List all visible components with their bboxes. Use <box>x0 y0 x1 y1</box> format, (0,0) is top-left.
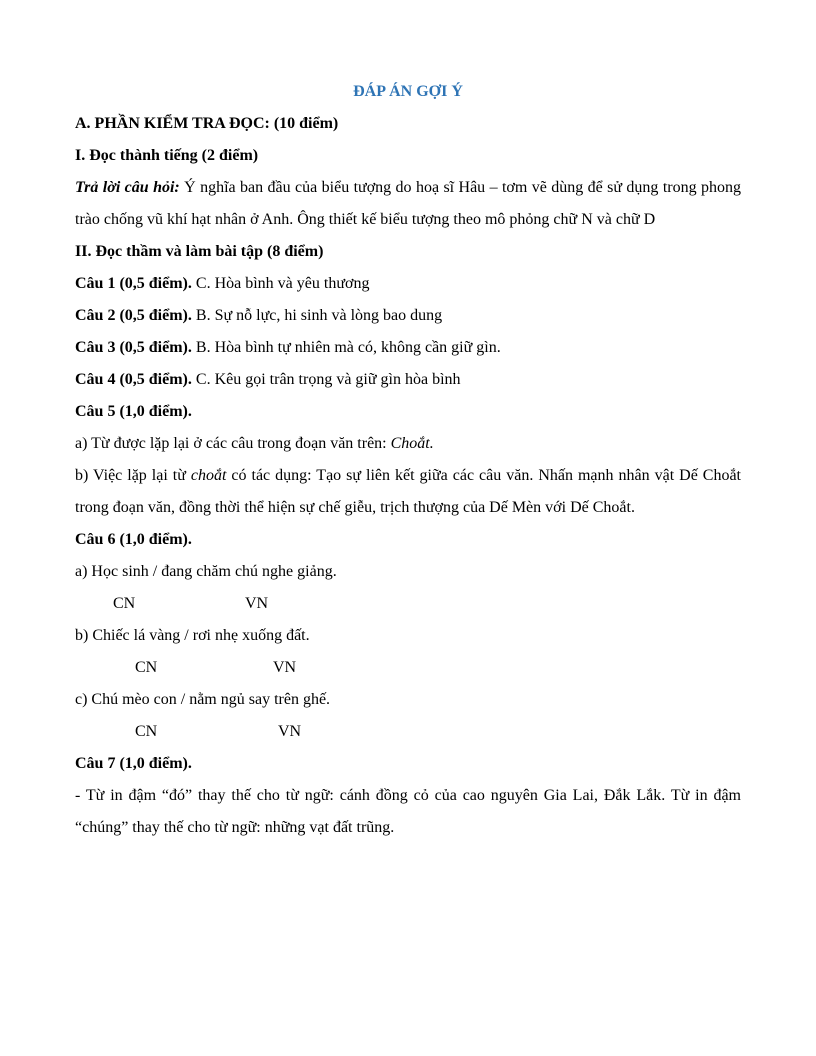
section-1-heading: I. Đọc thành tiếng (2 điểm) <box>75 147 259 164</box>
subject-label: CN <box>113 595 136 612</box>
question-label: Trả lời câu hỏi: <box>75 179 180 196</box>
q6-labels-c <box>75 716 741 748</box>
section-a-heading: A. PHẦN KIỂM TRA ĐỌC: (10 điểm) <box>75 115 339 132</box>
q5-heading: Câu 5 (1,0 điểm). <box>75 403 192 420</box>
section-2-heading: II. Đọc thầm và làm bài tập (8 điểm) <box>75 243 324 260</box>
page-title: ĐÁP ÁN GỢI Ý <box>353 83 463 100</box>
reading-question-answer <box>75 172 741 236</box>
subject-label: CN <box>135 659 158 676</box>
q7-heading: Câu 7 (1,0 điểm). <box>75 755 192 772</box>
question-answer-text: Ý nghĩa ban đầu của biểu tượng do hoạ sĩ Hâu – tơm vẽ dùng để sử dụng trong phong trào chống vũ khí hạt nhân ở Anh. Ông thiết kế biểu tượng theo mô phỏng chữ N và chữ D <box>75 179 741 228</box>
subject-label: CN <box>135 723 158 740</box>
answer-q3: Câu 3 (0,5 điểm). B. Hòa bình tự nhiên mà có, không cần giữ gìn. <box>75 339 501 356</box>
q6-labels-a <box>75 588 741 620</box>
predicate-label: VN <box>273 659 297 676</box>
q6-sentence-b: b) Chiếc lá vàng / rơi nhẹ xuống đất. <box>75 627 310 644</box>
q5-part-b: b) Việc lặp lại từ choắt có tác dụng: Tạo sự liên kết giữa các câu văn. Nhấn mạnh nhân vật Dế Choắt trong đoạn văn, đồng thời thể hiện sự chế giễu, trịch thượng của Dế Mèn với Dế Choắt. <box>75 467 742 516</box>
q6-labels-b <box>75 652 741 684</box>
predicate-label: VN <box>278 723 302 740</box>
predicate-label: VN <box>245 595 269 612</box>
q6-sentence-a: a) Học sinh / đang chăm chú nghe giảng. <box>75 563 337 580</box>
q6-heading: Câu 6 (1,0 điểm). <box>75 531 192 548</box>
q5-part-a: a) Từ được lặp lại ở các câu trong đoạn văn trên: Choắt. <box>75 435 434 452</box>
answer-q4: Câu 4 (0,5 điểm). C. Kêu gọi trân trọng và giữ gìn hòa bình <box>75 371 461 388</box>
answer-q1: Câu 1 (0,5 điểm). C. Hòa bình và yêu thương <box>75 275 370 292</box>
q7-answer: - Từ in đậm “đó” thay thế cho từ ngữ: cánh đồng cỏ của cao nguyên Gia Lai, Đắk Lắk. Từ in đậm “chúng” thay thế cho từ ngữ: những vạt đất trũng. <box>75 787 741 836</box>
q6-sentence-c: c) Chú mèo con / nằm ngủ say trên ghế. <box>75 691 331 708</box>
document-content <box>75 76 741 844</box>
answer-q2: Câu 2 (0,5 điểm). B. Sự nỗ lực, hi sinh và lòng bao dung <box>75 307 443 324</box>
